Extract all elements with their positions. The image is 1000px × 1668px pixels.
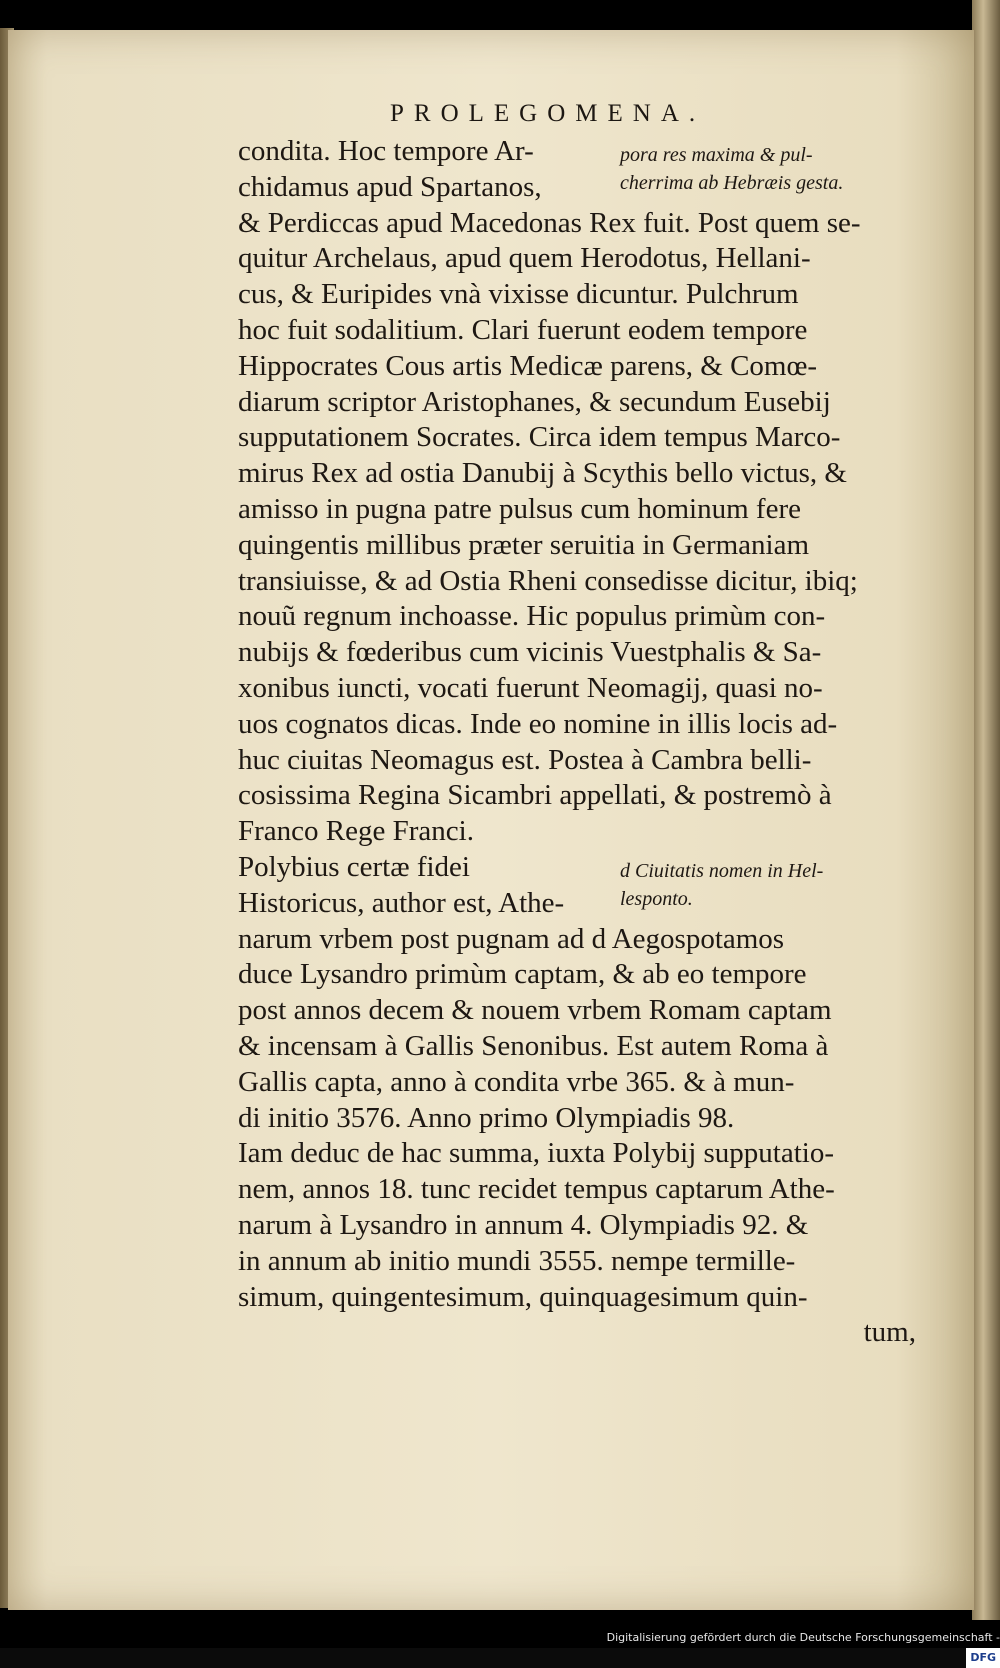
text-line: quingentis millibus præter seruitia in Germaniam [238, 528, 810, 561]
body-text [238, 134, 928, 1351]
text-line: narum à Lysandro in annum 4. Olympiadis 92. & [238, 1208, 809, 1241]
margin-note: lesponto. [620, 888, 693, 910]
text-line: post annos decem & nouem vrbem Romam captam [238, 994, 832, 1027]
text-line: narum vrbem post pugnam ad d Aegospotamos [238, 922, 785, 955]
margin-note: cherrima ab Hebræis gesta. [620, 172, 844, 194]
text-line: Polybius certæ fidei [238, 850, 470, 883]
text-line: supputationem Socrates. Circa idem tempus Marco- [238, 421, 841, 454]
text-line: chidamus apud Spartanos, [238, 170, 542, 203]
text-line: nouũ regnum inchoasse. Hic populus primùm con- [238, 600, 826, 633]
text-line: cus, & Euripides vnà vixisse dicuntur. Pulchrum [238, 278, 799, 311]
text-line: Historicus, author est, Athe- [238, 886, 565, 919]
text-line: & Perdiccas apud Macedonas Rex fuit. Post quem se- [238, 206, 861, 239]
text-line: Gallis capta, anno à condita vrbe 365. & à mun- [238, 1065, 795, 1098]
dfg-logo: DFG [966, 1648, 1000, 1668]
text-line: mirus Rex ad ostia Danubij à Scythis bello victus, & [238, 457, 847, 490]
text-line: uos cognatos dicas. Inde eo nomine in illis locis ad- [238, 707, 838, 740]
credit-text: Digitalisierung gefördert durch die Deutsche Forschungsgemeinschaft - [606, 1631, 1000, 1644]
text-line: amisso in pugna patre pulsus cum hominum fere [238, 492, 801, 525]
text-line: hoc fuit sodalitium. Clari fuerunt eodem tempore [238, 313, 808, 346]
text-line: Iam deduc de hac summa, iuxta Polybij supputatio- [238, 1137, 834, 1170]
digitization-credit [600, 1628, 1000, 1664]
page-edge [972, 0, 1000, 1620]
text-line: condita. Hoc tempore Ar- [238, 135, 534, 167]
text-line: diarum scriptor Aristophanes, & secundum Eusebij [238, 385, 831, 418]
text-line: in annum ab initio mundi 3555. nempe termille- [238, 1244, 796, 1277]
text-line: huc ciuitas Neomagus est. Postea à Cambra belli- [238, 743, 812, 776]
text-line: transiuisse, & ad Ostia Rheni consedisse dicitur, ibiq; [238, 564, 858, 597]
text-line: xonibus iuncti, vocati fuerunt Neomagij, quasi no- [238, 671, 823, 704]
margin-note: d Ciuitatis nomen in Hel- [620, 860, 824, 882]
text-line: simum, quingentesimum, quinquagesimum quin- [238, 1280, 808, 1313]
catchword: tum, [863, 1316, 916, 1349]
text-line: Hippocrates Cous artis Medicæ parens, & Comœ- [238, 349, 818, 382]
text-line: di initio 3576. Anno primo Olympiadis 98. [238, 1101, 735, 1134]
text-line: nubijs & fœderibus cum vicinis Vuestphalis & Sa- [238, 636, 822, 669]
text-line: quitur Archelaus, apud quem Herodotus, Hellani- [238, 242, 811, 275]
text-line: duce Lysandro primùm captam, & ab eo tempore [238, 958, 807, 991]
text-line: cosissima Regina Sicambri appellati, & postremò à [238, 779, 832, 812]
text-line: Franco Rege Franci. [238, 815, 474, 848]
margin-note: pora res maxima & pul- [620, 144, 813, 166]
text-line: nem, annos 18. tunc recidet tempus captarum Athe- [238, 1173, 835, 1206]
text-line: & incensam à Gallis Senonibus. Est autem Roma à [238, 1029, 829, 1062]
running-head: PROLEGOMENA. [390, 100, 706, 127]
